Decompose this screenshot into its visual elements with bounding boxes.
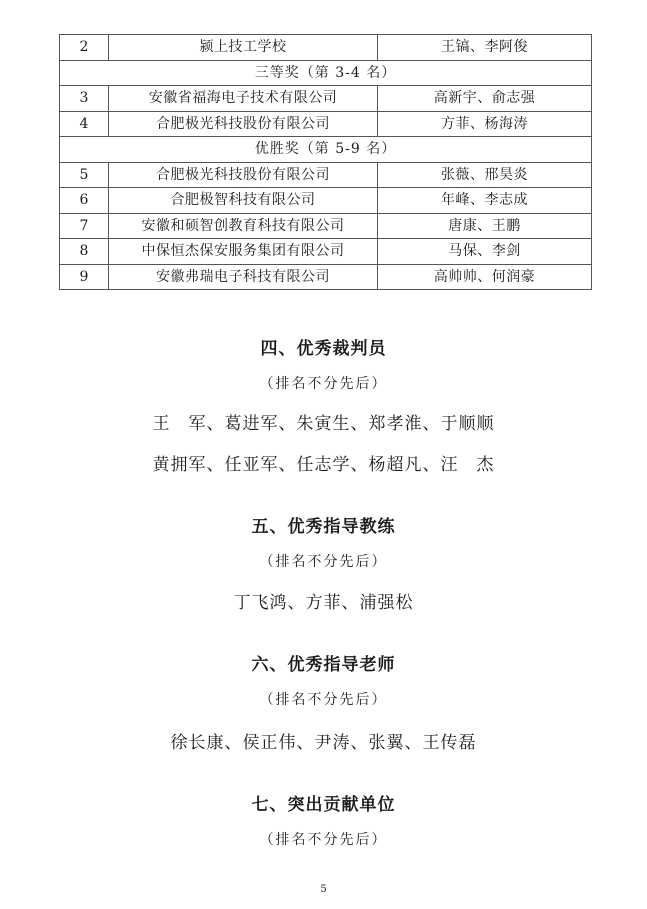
teachers-line-1: 徐长康、侯正伟、尹涛、张翼、王传磊 <box>170 733 477 753</box>
row-number: 9 <box>60 264 109 290</box>
table-row <box>60 162 592 188</box>
row-number: 3 <box>60 86 109 112</box>
section-note-referees: （排名不分先后） <box>259 376 388 392</box>
winners-cell: 高帅帅、何润豪 <box>378 264 592 290</box>
table-row <box>60 213 592 239</box>
winners-cell: 张薇、邢昊炎 <box>378 162 592 188</box>
row-number: 2 <box>60 35 109 61</box>
section-note-coaches: （排名不分先后） <box>259 554 388 570</box>
winners-cell: 高新宇、俞志强 <box>378 86 592 112</box>
company-cell: 合肥极光科技股份有限公司 <box>109 111 378 137</box>
row-number: 6 <box>60 188 109 214</box>
group-header-third-prize: 三等奖（第 3-4 名） <box>60 60 592 86</box>
coaches-line-1: 丁飞鸿、方菲、浦强松 <box>233 593 414 613</box>
table-row <box>60 111 592 137</box>
section-title-referees: 四、优秀裁判员 <box>260 339 387 359</box>
section-title-coaches: 五、优秀指导教练 <box>251 517 396 537</box>
company-cell: 合肥极智科技有限公司 <box>109 188 378 214</box>
company-cell: 安徽和硕智创教育科技有限公司 <box>109 213 378 239</box>
awards-table <box>59 34 592 290</box>
row-number: 7 <box>60 213 109 239</box>
referees-line-2: 黄拥军、任亚军、任志学、杨超凡、汪 杰 <box>152 455 495 475</box>
company-cell: 合肥极光科技股份有限公司 <box>109 162 378 188</box>
section-title-units: 七、突出贡献单位 <box>251 795 396 815</box>
table-row <box>60 239 592 265</box>
table-row <box>60 86 592 112</box>
row-number: 5 <box>60 162 109 188</box>
winners-cell: 年峰、李志成 <box>378 188 592 214</box>
winners-cell: 王镐、李阿俊 <box>378 35 592 61</box>
section-note-teachers: （排名不分先后） <box>259 692 388 708</box>
group-header-row <box>60 137 592 163</box>
group-header-merit-prize: 优胜奖（第 5-9 名） <box>60 137 592 163</box>
winners-cell: 唐康、王鹏 <box>378 213 592 239</box>
section-note-units: （排名不分先后） <box>259 832 388 848</box>
company-cell: 安徽省福海电子技术有限公司 <box>109 86 378 112</box>
company-cell: 颍上技工学校 <box>109 35 378 61</box>
page-number: 5 <box>320 884 327 895</box>
row-number: 8 <box>60 239 109 265</box>
referees-line-1: 王 军、葛进军、朱寅生、郑孝淮、于顺顺 <box>152 414 495 434</box>
company-cell: 安徽弗瑞电子科技有限公司 <box>109 264 378 290</box>
winners-cell: 马保、李剑 <box>378 239 592 265</box>
group-header-row <box>60 60 592 86</box>
table-row <box>60 188 592 214</box>
winners-cell: 方菲、杨海涛 <box>378 111 592 137</box>
company-cell: 中保恒杰保安服务集团有限公司 <box>109 239 378 265</box>
section-title-teachers: 六、优秀指导老师 <box>251 655 396 675</box>
table-row <box>60 264 592 290</box>
row-number: 4 <box>60 111 109 137</box>
table-row <box>60 35 592 61</box>
